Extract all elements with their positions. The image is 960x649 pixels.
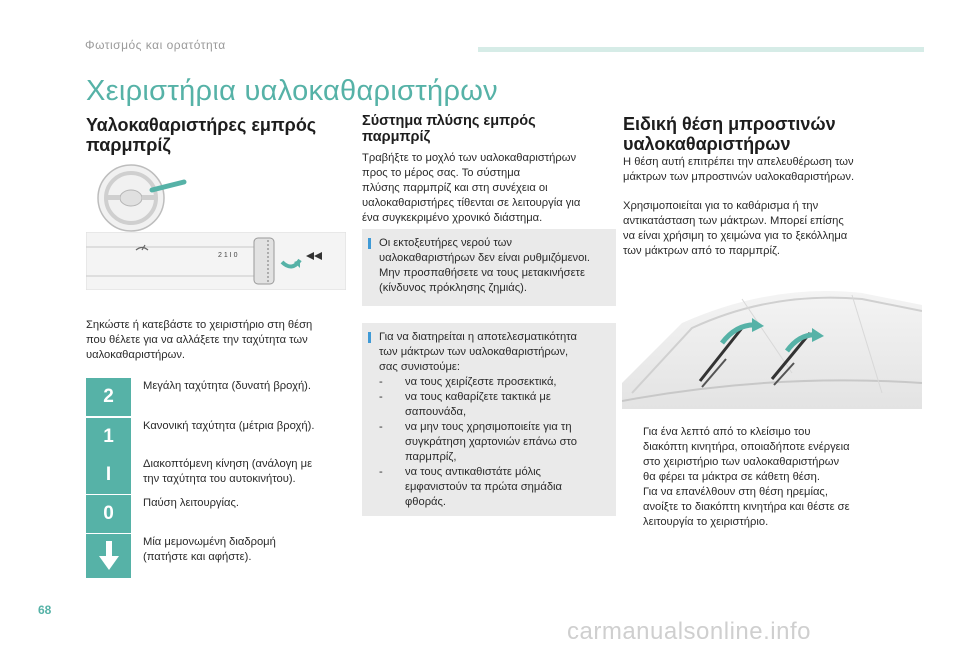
bullet-line: λειτουργία το χειριστήριο. (643, 516, 769, 528)
info-box-text (379, 236, 611, 296)
list-dash: - (379, 466, 383, 478)
speed-badge: 0 (86, 495, 131, 533)
info-line: φθοράς. (405, 496, 447, 508)
list-dash: - (379, 421, 383, 433)
col2-para-line: ένα συγκεκριμένο χρονικό διάστημα. (362, 212, 543, 224)
info-line: να τους αντικαθιστάτε μόλις (405, 466, 541, 478)
speed-text-line: Παύση λειτουργίας. (143, 497, 239, 509)
down-arrow-icon (98, 541, 120, 571)
instruction-bullet (623, 425, 903, 485)
info-line: σας συνιστούμε: (379, 361, 461, 373)
speed-text-line: Μεγάλη ταχύτητα (δυνατή βροχή). (143, 380, 312, 392)
bullet-line: διακόπτη κινητήρα, οποιαδήποτε ενέργεια (643, 441, 850, 453)
col2-para-line: πλύσης παρμπρίζ και στη συνέχεια οι (362, 182, 548, 194)
col3-paragraph-2 (623, 199, 893, 259)
col1-heading (86, 115, 316, 155)
bullet-line: θα φέρει τα μάκτρα σε κάθετη θέση. (643, 471, 821, 483)
col3-heading (623, 114, 836, 154)
col3-para-line: μάκτρων των μπροστινών υαλοκαθαριστήρων. (623, 171, 855, 183)
info-line: εμφανιστούν τα πρώτα σημάδια (405, 481, 562, 493)
col2-para-line: Τραβήξτε το μοχλό των υαλοκαθαριστήρων (362, 152, 577, 164)
speed-description (143, 419, 343, 434)
info-line: Μην προσπαθήσετε να τους μετακινήσετε (379, 267, 585, 279)
col1-heading-line2: παρμπρίζ (86, 135, 171, 155)
col1-heading-line1: Υαλοκαθαριστήρες εμπρός (86, 115, 317, 135)
speed-text-line: Κανονική ταχύτητα (μέτρια βροχή). (143, 420, 315, 432)
info-line: σαπουνάδα, (405, 406, 467, 418)
bullet-line: Για ένα λεπτό από το κλείσιμο του (643, 426, 811, 438)
col1-intro (86, 318, 348, 363)
info-line: (κίνδυνος πρόκλησης ζημιάς). (379, 282, 527, 294)
speed-row-intermittent (86, 456, 346, 494)
info-line: Για να διατηρείται η αποτελεσματικότητα (379, 331, 577, 343)
speed-text-line: Μία μεμονωμένη διαδρομή (143, 536, 276, 548)
page-number: 68 (38, 603, 52, 617)
instruction-bullet (623, 485, 903, 530)
col3-para-line: των μάκτρων από το παρμπρίζ. (623, 245, 780, 257)
page-title: Χειριστήρια υαλοκαθαριστήρων (86, 75, 498, 107)
col3-para-line: Χρησιμοποιείται για το καθάρισμα ή την (623, 200, 819, 212)
info-box-wiper-care (362, 323, 616, 516)
care-list-item (379, 390, 611, 420)
watermark: carmanualsonline.info (567, 618, 811, 645)
col2-heading-line1: Σύστημα πλύσης εμπρός (362, 113, 536, 129)
speed-row-0 (86, 495, 346, 533)
col3-para-line: να είναι χρήσιμη το χειμώνα για το ξεκόλλημα (623, 230, 848, 242)
info-line: των μάκτρων των υαλοκαθαριστήρων, (379, 346, 569, 358)
speed-badge: 2 (86, 378, 131, 416)
windscreen-icon (622, 283, 922, 409)
info-marker (368, 238, 371, 249)
col2-paragraph (362, 151, 618, 226)
speed-row-2 (86, 378, 346, 416)
col2-para-line: προς το μέρος σας. Το σύστημα (362, 167, 521, 179)
info-line: παρμπρίζ, (405, 451, 457, 463)
stalk-position-marks: 2 1 I 0 (218, 252, 238, 259)
col3-heading-line1: Ειδική θέση μπροστινών (623, 114, 836, 134)
care-list-item (379, 465, 611, 510)
speed-text-line: Διακοπτόμενη κίνηση (ανάλογη με (143, 458, 313, 470)
col3-heading-line2: υαλοκαθαριστήρων (623, 134, 791, 154)
col1-intro-line: Σηκώστε ή κατεβάστε το χειριστήριο στη θέση (86, 319, 313, 331)
speed-text-line: (πατήστε και αφήστε). (143, 551, 252, 563)
speed-description (143, 535, 343, 565)
info-box-text (379, 330, 611, 510)
col3-bullets (623, 425, 903, 530)
speed-text-line: την ταχύτητα του αυτοκινήτου). (143, 473, 296, 485)
col3-para-line: αντικατάσταση των μάκτρων. Μπορεί επίσης (623, 215, 844, 227)
list-dash: - (379, 376, 383, 388)
steering-wheel-icon (94, 160, 194, 235)
col2-heading (362, 113, 536, 145)
col3-para-line: Η θέση αυτή επιτρέπει την απελευθέρωση των (623, 156, 854, 168)
info-line: Οι εκτοξευτήρες νερού των (379, 237, 512, 249)
info-line: να τους χειρίζεστε προσεκτικά, (405, 376, 557, 388)
care-list-item (379, 375, 611, 390)
bullet-line: ανοίξτε το διακόπτη κινητήρα και θέστε σε (643, 501, 850, 513)
wiper-stalk-icon (86, 232, 346, 290)
info-line: να τους καθαρίζετε τακτικά με (405, 391, 551, 403)
info-marker (368, 332, 371, 343)
col1-intro-line: που θέλετε για να αλλάξετε την ταχύτητα των (86, 334, 308, 346)
care-list-item (379, 420, 611, 465)
speed-row-1 (86, 418, 346, 456)
speed-badge: 1 (86, 418, 131, 456)
speed-badge: I (86, 456, 131, 494)
speed-row-single-wipe (86, 534, 346, 578)
single-wipe-badge (86, 534, 131, 578)
col3-paragraph-1 (623, 155, 893, 185)
bullet-line: στο χειριστήριο των υαλοκαθαριστήρων (643, 456, 840, 468)
header-rule (478, 47, 924, 52)
col1-intro-line: υαλοκαθαριστήρων. (86, 349, 186, 361)
speed-description (143, 496, 343, 511)
info-box-nozzles (362, 229, 616, 306)
bullet-line: Για να επανέλθουν στη θέση ηρεμίας, (643, 486, 828, 498)
speed-description (143, 379, 343, 394)
info-line: υαλοκαθαριστήρων δεν είναι ρυθμιζόμενοι. (379, 252, 590, 264)
col2-para-line: υαλοκαθαριστήρες τίθενται σε λειτουργία για (362, 197, 581, 209)
speed-description (143, 457, 343, 487)
list-dash: - (379, 391, 383, 403)
col2-heading-line2: παρμπρίζ (362, 129, 431, 145)
info-line: συγκράτηση χαρτονιών επάνω στο (405, 436, 578, 448)
header-section-title: Φωτισμός και ορατότητα (85, 38, 226, 52)
info-line: να μην τους χρησιμοποιείτε για τη (405, 421, 572, 433)
